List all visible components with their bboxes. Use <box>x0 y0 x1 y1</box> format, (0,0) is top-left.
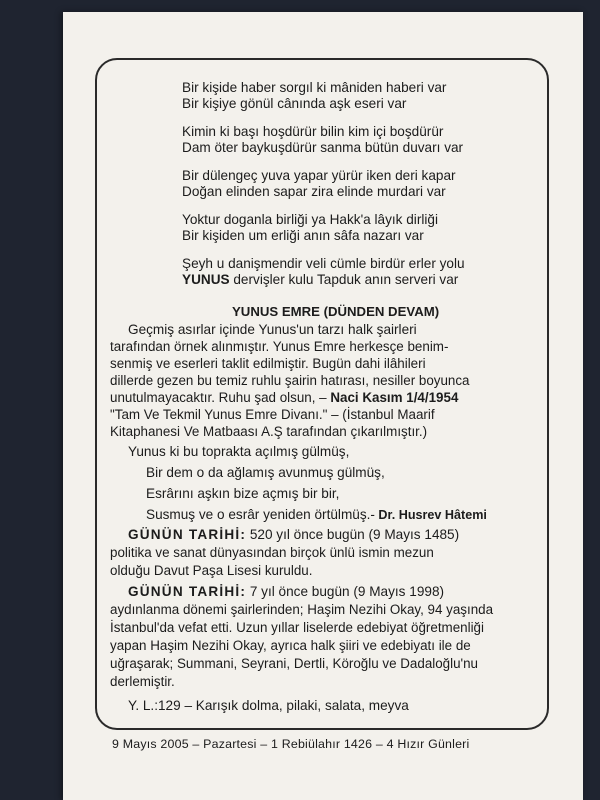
verse-author: Dr. Husrev Hâtemi <box>374 508 487 522</box>
paragraph-line: senmiş ve eserleri taklit edilmiştir. Bugün dahi ilâhileri <box>110 356 426 371</box>
date-note-text: 7 yıl önce bugün (9 Mayıs 1998) <box>246 584 445 599</box>
paragraph-line: Kitaphanesi Ve Matbaası A.Ş tarafından çıkarılmıştır.) <box>110 424 428 439</box>
date-note-line: olduğu Davut Paşa Lisesi kuruldu. <box>110 563 313 578</box>
poem-line: Dam öter baykuşdürür sanma bütün duvarı var <box>182 140 464 155</box>
poem-line: Kimin ki başı hoşdürür bilin kim içi boşdürür <box>182 124 444 139</box>
poem-line: Doğan elinden sapar zira elinde murdari var <box>182 184 446 199</box>
poem-line-rest: dervişler kulu Tapduk anın serveri var <box>229 272 459 287</box>
poem-line: Bir kişide haber sorgıl ki mâniden haberi var <box>182 80 447 95</box>
date-note-line <box>128 584 444 600</box>
poem-line: Yoktur doganla birliği ya Hakk'a lâyık dirliği <box>182 212 438 227</box>
author-credit: Naci Kasım 1/4/1954 <box>326 390 459 405</box>
verse-line: Bir dem o da ağlamış avunmuş gülmüş, <box>146 465 385 480</box>
paragraph-text: unutulmayacaktır. Ruhu şad olsun, – <box>110 390 327 405</box>
verse-text: Susmuş ve o esrâr yeniden örtülmüş.- <box>146 507 375 522</box>
date-footer: 9 Mayıs 2005 – Pazartesi – 1 Rebiülahır 1426 – 4 Hızır Günleri <box>112 737 470 751</box>
date-note-line: aydınlanma dönemi şairlerinden; Haşim Nezihi Okay, 94 yaşında <box>110 602 494 617</box>
paragraph-line: dillerde gezen bu temiz ruhlu şairin hatırası, nesiller boyunca <box>110 373 470 388</box>
verse-line <box>146 507 487 523</box>
poet-name: YUNUS <box>182 272 230 287</box>
menu-line: Y. L.:129 – Karışık dolma, pilaki, salata, meyva <box>128 698 409 713</box>
poem-line: Bir dülengeç yuva yapar yürür iken deri kapar <box>182 168 456 183</box>
poem-line: Şeyh u danişmendir veli cümle birdür erler yolu <box>182 256 465 271</box>
article-title: YUNUS EMRE (DÜNDEN DEVAM) <box>232 304 440 319</box>
date-note-line: derlemiştir. <box>110 674 175 689</box>
date-note-line: İstanbul'da vefat etti. Uzun yıllar liselerde edebiyat öğretmenliği <box>110 620 484 635</box>
poem-line: Bir kişiye gönül cânında aşk eseri var <box>182 96 407 111</box>
date-note-line: yapan Haşim Nezihi Okay, ayrıca halk şiiri ve edebiyatı ile de <box>110 638 471 653</box>
date-note-line <box>128 527 459 543</box>
date-note-text: 520 yıl önce bugün (9 Mayıs 1485) <box>246 527 460 542</box>
paragraph-line: tarafından örnek alınmıştır. Yunus Emre herkesçe benim- <box>110 339 449 354</box>
poem-line: Bir kişiden um erliği anın sâfa nazarı var <box>182 228 424 243</box>
date-note-line: uğraşarak; Summani, Seyrani, Dertli, Köroğlu ve Dadaloğlu'nu <box>110 656 479 671</box>
date-note-label: GÜNÜN TARİHİ: <box>128 527 247 542</box>
verse-line: Esrârını aşkın bize açmış bir bir, <box>146 486 340 501</box>
paragraph-line <box>110 390 458 406</box>
poem-line <box>182 272 458 288</box>
paragraph-line: Geçmiş asırlar içinde Yunus'un tarzı halk şairleri <box>128 322 417 337</box>
date-note-line: politika ve sanat dünyasından birçok ünlü ismin mezun <box>110 545 434 560</box>
date-note-label: GÜNÜN TARİHİ: <box>128 584 247 599</box>
verse-line: Yunus ki bu toprakta açılmış gülmüş, <box>128 444 350 459</box>
paragraph-line: "Tam Ve Tekmil Yunus Emre Divanı." – (İstanbul Maarif <box>110 407 435 422</box>
